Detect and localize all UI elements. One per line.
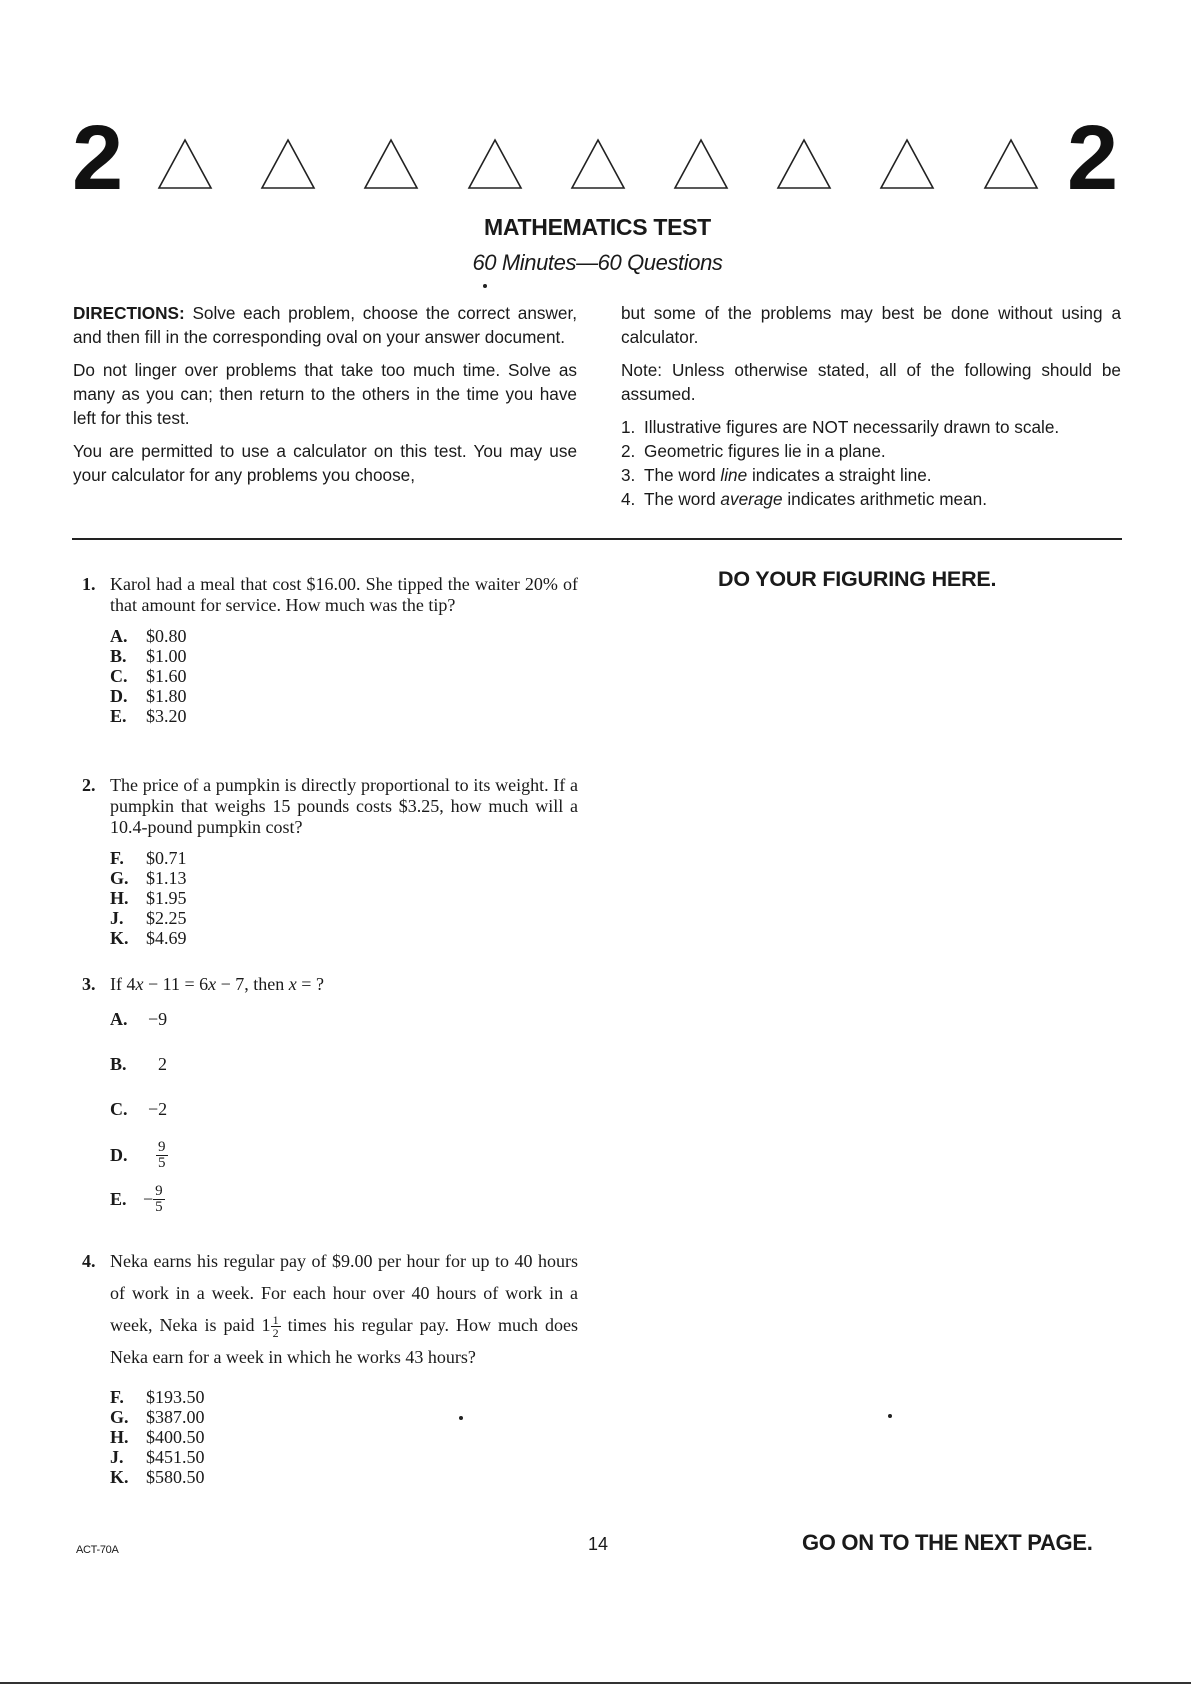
triangle-icon bbox=[467, 138, 523, 190]
triangle-icon bbox=[983, 138, 1039, 190]
answer-choice[interactable]: E. $3.20 bbox=[110, 706, 187, 726]
answer-choice[interactable]: F. $0.71 bbox=[110, 848, 187, 868]
note-intro: Note: Unless otherwise stated, all of the following should be assumed. bbox=[621, 360, 1121, 404]
answer-choice[interactable]: C. $1.60 bbox=[110, 666, 187, 686]
triangle-icon bbox=[879, 138, 935, 190]
question-text: Neka earns his regular pay of $9.00 per hour for up to 40 hours of work in a week. For each hour over 40 hours of work in a week, Neka is paid 1 $\frac{1}{2}$ times his regular pay. How much does Neka earn for a week in which he works 43 hours? bbox=[110, 1251, 579, 1367]
question-number: 2. bbox=[82, 775, 96, 795]
question-3 bbox=[82, 974, 578, 1221]
question-text: The price of a pumpkin is directly proportional to its weight. If a pumpkin that weighs 15 pounds costs $3.25, how much will a 10.4-pound pumpkin cost? bbox=[110, 775, 578, 837]
answer-choices bbox=[110, 1387, 578, 1487]
triangle-icon bbox=[363, 138, 419, 190]
assumption-item: 1. Illustrative figures are NOT necessarily drawn to scale. bbox=[621, 417, 1060, 437]
fraction: $\frac{9}{5}$ bbox=[158, 1138, 166, 1171]
fraction: $\frac{9}{5}$ bbox=[155, 1182, 163, 1215]
assumption-item: 4. The word average indicates arithmetic mean. bbox=[621, 489, 987, 509]
stray-mark bbox=[888, 1414, 892, 1418]
answer-choice[interactable]: G. $1.13 bbox=[110, 868, 187, 888]
fraction: $\frac{1}{2}$ bbox=[272, 1313, 279, 1341]
answer-choice[interactable]: J. $2.25 bbox=[110, 908, 187, 928]
section-number-left: 2 bbox=[72, 107, 124, 209]
question-4 bbox=[82, 1245, 578, 1487]
directions-paragraph-1 bbox=[73, 301, 577, 349]
answer-choice[interactable]: D. $1.80 bbox=[110, 686, 187, 706]
answer-choices bbox=[110, 1009, 578, 1221]
test-subtitle: 60 Minutes—60 Questions bbox=[472, 250, 723, 275]
directions-paragraph-3: You are permitted to use a calculator on this test. You may use your calculator for any problems you choose, bbox=[73, 441, 577, 485]
question-text: Karol had a meal that cost $16.00. She tipped the waiter 20% of that amount for service. How much was the tip? bbox=[110, 574, 578, 615]
answer-choice[interactable]: E. − $\frac{9}{5}$ bbox=[110, 1182, 163, 1215]
triangle-icon bbox=[673, 138, 729, 190]
directions-label: DIRECTIONS: bbox=[73, 303, 185, 323]
question-number: 3. bbox=[82, 974, 96, 994]
page-number: 14 bbox=[588, 1534, 609, 1554]
test-title: MATHEMATICS TEST bbox=[484, 214, 711, 240]
section-divider bbox=[72, 538, 1122, 540]
stray-mark bbox=[483, 284, 487, 288]
answer-choices bbox=[110, 848, 578, 948]
answer-choice[interactable]: F. $193.50 bbox=[110, 1387, 205, 1407]
triangle-icon bbox=[776, 138, 832, 190]
triangle-icon bbox=[260, 138, 316, 190]
answer-choice[interactable]: D. $\frac{9}{5}$ bbox=[110, 1138, 166, 1171]
question-number: 1. bbox=[82, 574, 96, 594]
directions-paragraph-2: Do not linger over problems that take too much time. Solve as many as you can; then return to the others in the time you have left for this test. bbox=[73, 360, 577, 428]
question-text: If 4x − 11 = 6x − 7, then x = ? bbox=[110, 974, 324, 994]
answer-choice[interactable]: H. $1.95 bbox=[110, 888, 187, 908]
question-2 bbox=[82, 775, 578, 948]
question-number: 4. bbox=[82, 1251, 96, 1271]
answer-choice[interactable]: B. $1.00 bbox=[110, 646, 187, 666]
question-1 bbox=[82, 574, 578, 726]
directions-text-1: Solve each problem, choose the correct answer, and then fill in the corresponding oval on your answer document. bbox=[73, 303, 577, 347]
answer-choice[interactable]: C. −2 bbox=[110, 1099, 168, 1119]
section-number-right: 2 bbox=[1067, 107, 1119, 209]
answer-choice[interactable]: K. $580.50 bbox=[110, 1467, 205, 1487]
answer-choice[interactable]: A. −9 bbox=[110, 1009, 168, 1029]
assumptions-list bbox=[621, 415, 1121, 511]
directions-paragraph-4: but some of the problems may best be done without using a calculator. bbox=[621, 303, 1121, 347]
bottom-edge-line bbox=[0, 1682, 1191, 1684]
form-code: ACT-70A bbox=[76, 1544, 119, 1556]
answer-choice[interactable]: G. $387.00 bbox=[110, 1407, 205, 1427]
answer-choice[interactable]: K. $4.69 bbox=[110, 928, 187, 948]
directions-left bbox=[73, 301, 577, 496]
next-page-instruction: GO ON TO THE NEXT PAGE. bbox=[802, 1530, 1093, 1555]
answer-choices bbox=[110, 626, 578, 726]
stray-mark bbox=[459, 1416, 463, 1420]
figuring-area-label: DO YOUR FIGURING HERE. bbox=[718, 567, 997, 591]
answer-choice[interactable]: B. 2 bbox=[110, 1054, 167, 1074]
answer-choice[interactable]: H. $400.50 bbox=[110, 1427, 205, 1447]
answer-choice[interactable]: J. $451.50 bbox=[110, 1447, 205, 1467]
triangle-icon bbox=[570, 138, 626, 190]
triangle-icon bbox=[157, 138, 213, 190]
assumption-item: 3. The word line indicates a straight line. bbox=[621, 465, 932, 485]
assumption-item: 2. Geometric figures lie in a plane. bbox=[621, 441, 886, 461]
directions-right bbox=[621, 301, 1121, 511]
answer-choice[interactable]: A. $0.80 bbox=[110, 626, 187, 646]
